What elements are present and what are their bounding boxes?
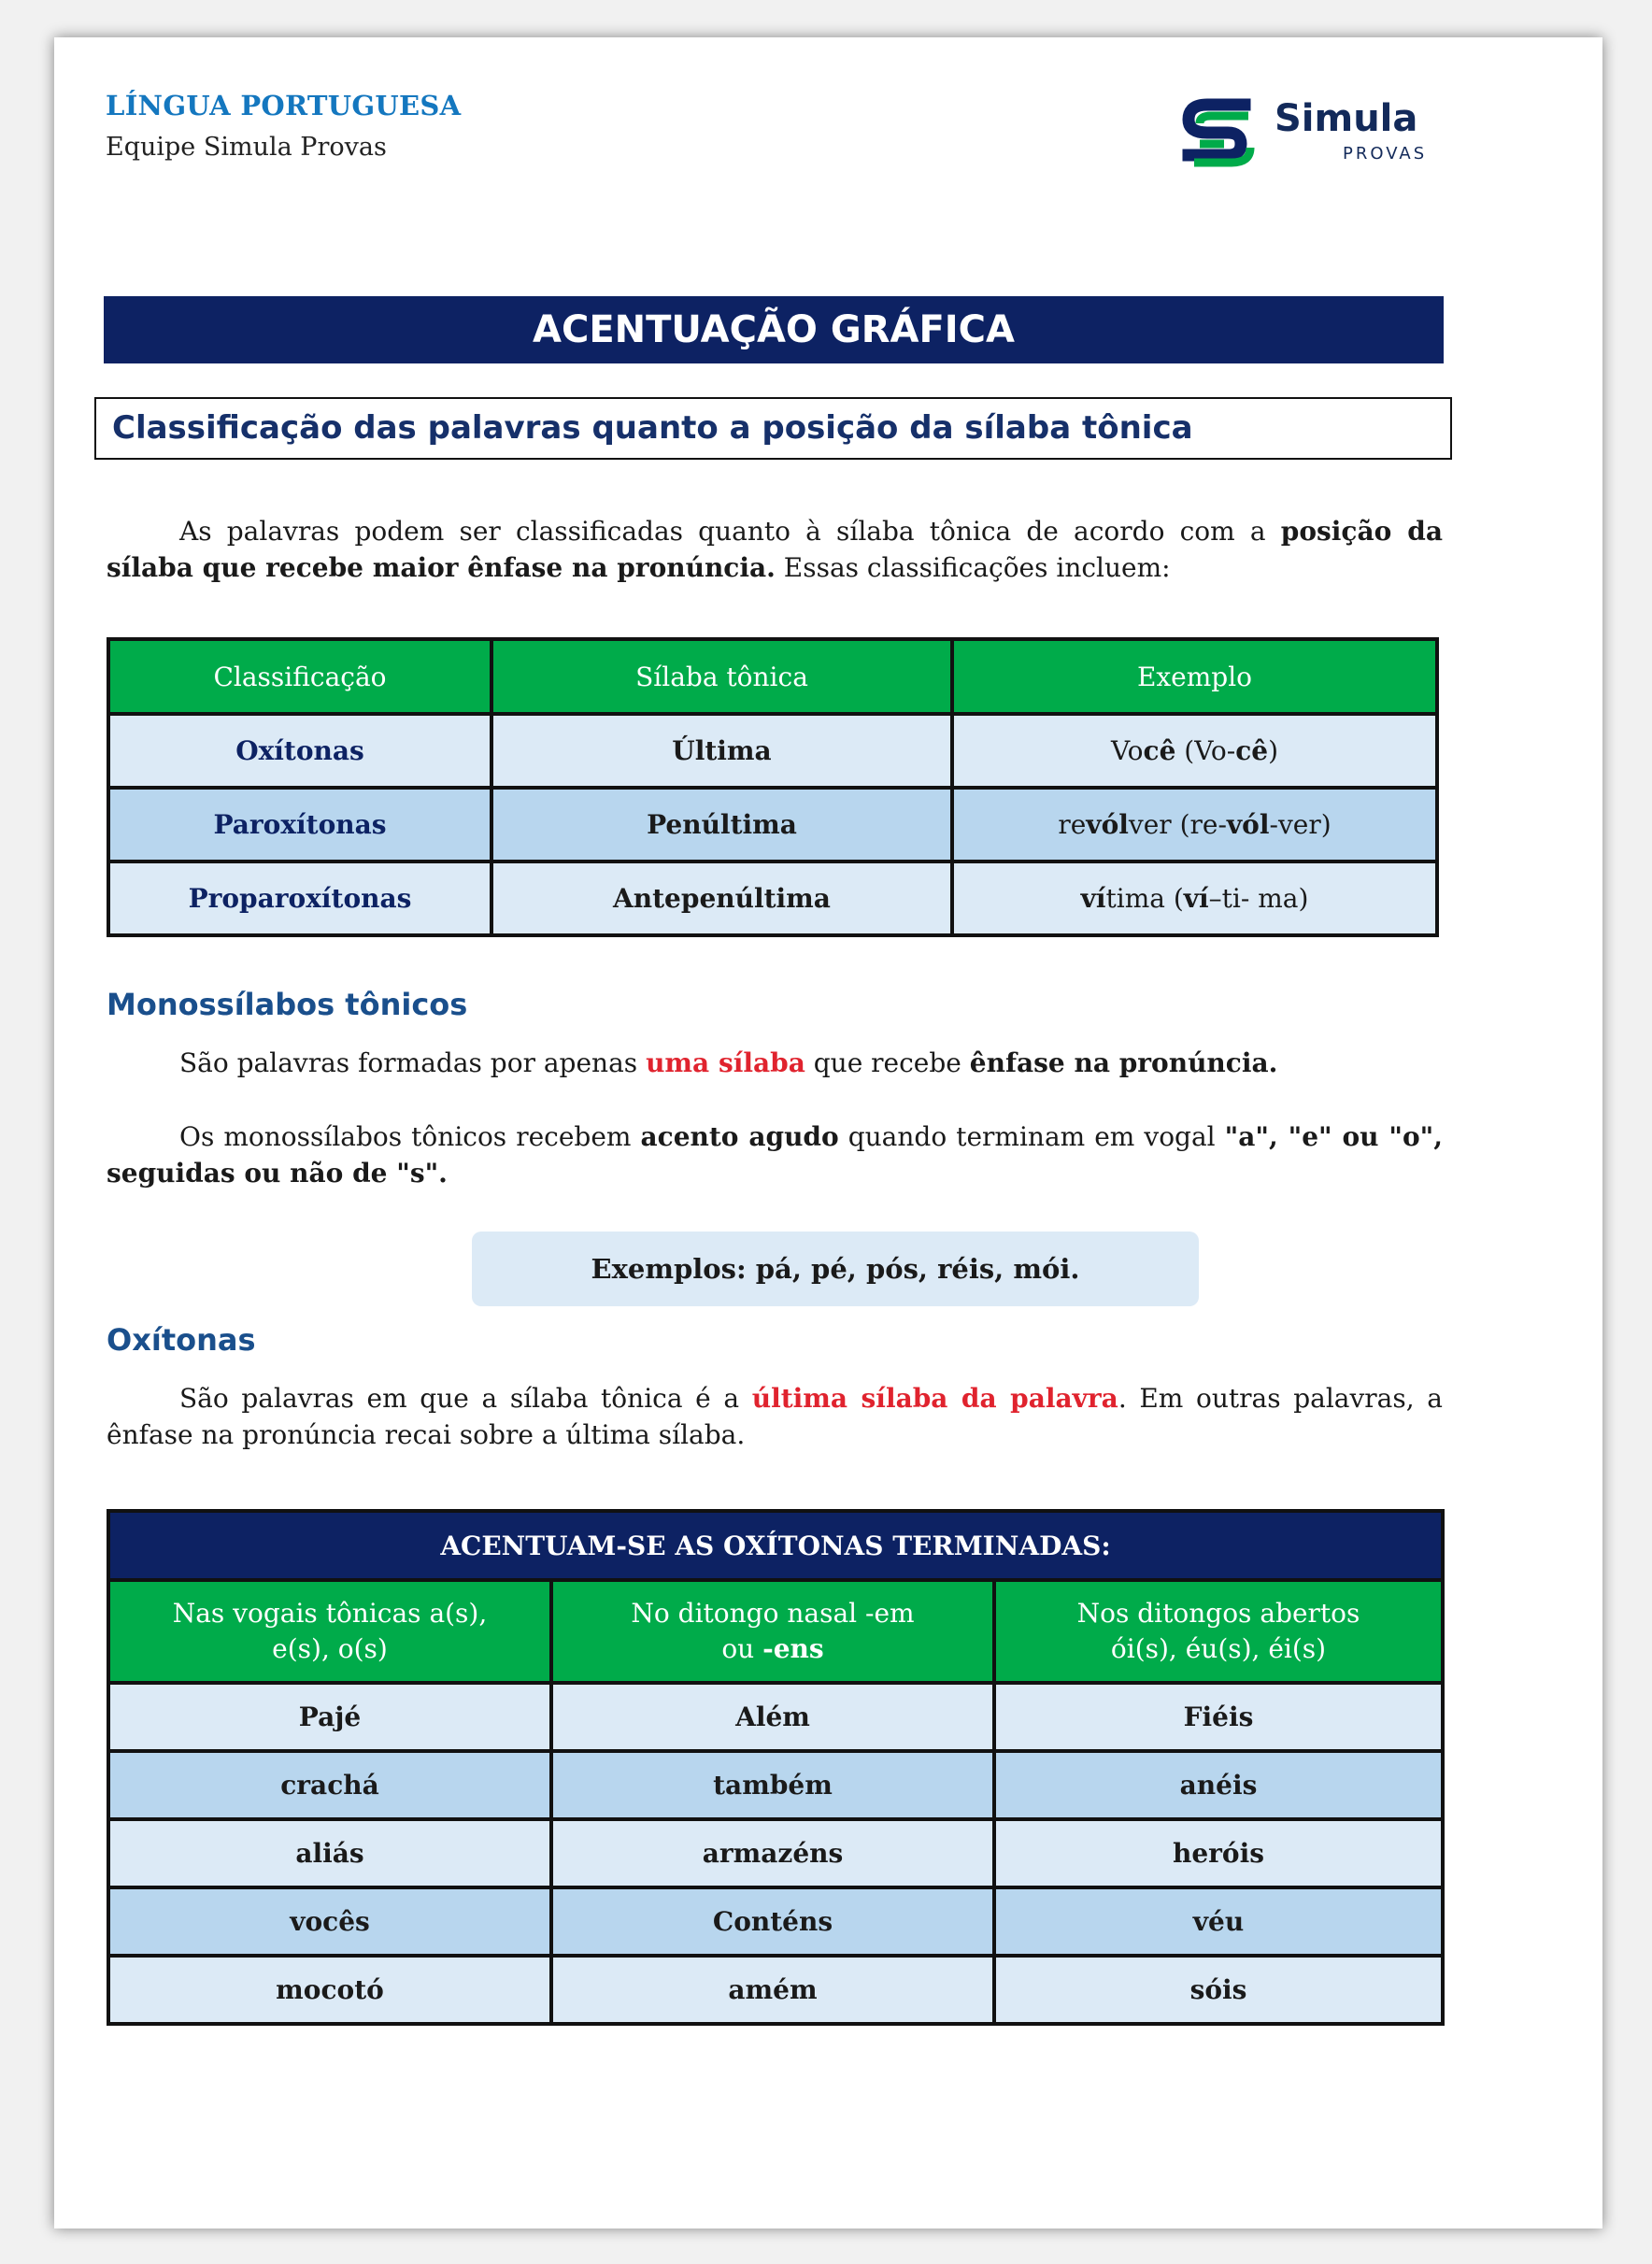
- examples-box: Exemplos: pá, pé, pós, réis, mói.: [472, 1232, 1199, 1306]
- oxitonas-heading: Oxítonas: [107, 1322, 256, 1358]
- mono-heading: Monossílabos tônicos: [107, 987, 468, 1022]
- subject-label: LÍNGUA PORTUGUESA: [106, 90, 462, 121]
- logo-subtext: PROVAS: [1343, 144, 1428, 164]
- table-row: Proparoxítonas Antepenúltima vítima (ví–ti- ma): [108, 861, 1437, 935]
- mono-paragraph-2: Os monossílabos tônicos recebem acento agudo quando terminam em vogal "a", "e" ou "o", seguidas ou não de "s".: [107, 1121, 1443, 1189]
- table-row: aliás armazéns heróis: [108, 1819, 1443, 1887]
- table-header: Classificação: [108, 639, 491, 714]
- table-header: Exemplo: [952, 639, 1437, 714]
- table-row: crachá também anéis: [108, 1751, 1443, 1819]
- table-row: mocotó amém sóis: [108, 1956, 1443, 2024]
- table-row: vocês Conténs véu: [108, 1887, 1443, 1956]
- table-header: Nas vogais tônicas a(s), e(s), o(s): [108, 1580, 551, 1683]
- table-title: ACENTUAM-SE AS OXÍTONAS TERMINADAS:: [108, 1511, 1443, 1580]
- oxitonas-paragraph: São palavras em que a sílaba tônica é a última sílaba da palavra. Em outras palavras, a ênfase na pronúncia recai sobre a última sílaba.: [107, 1383, 1443, 1450]
- team-label: Equipe Simula Provas: [106, 133, 387, 162]
- mono-paragraph-1: São palavras formadas por apenas uma sílaba que recebe ênfase na pronúncia.: [179, 1047, 1278, 1078]
- table-header: Nos ditongos abertos ói(s), éu(s), éi(s): [994, 1580, 1443, 1683]
- table-row: Oxítonas Última Você (Vo-cê): [108, 714, 1437, 788]
- classification-table: [107, 637, 1439, 937]
- table-row: Paroxítonas Penúltima revólver (re-vól-ver): [108, 788, 1437, 861]
- table-header: No ditongo nasal -em ou -ens: [551, 1580, 994, 1683]
- section-heading: Classificação das palavras quanto a posição da sílaba tônica: [94, 397, 1452, 460]
- page-title: ACENTUAÇÃO GRÁFICA: [104, 296, 1444, 363]
- table-header: Sílaba tônica: [491, 639, 952, 714]
- oxitonas-table: [107, 1509, 1445, 2026]
- intro-paragraph: As palavras podem ser classificadas quanto à sílaba tônica de acordo com a posição da sílaba que recebe maior ênfase na pronúncia. Essas classificações incluem:: [107, 516, 1443, 583]
- table-row: Pajé Além Fiéis: [108, 1683, 1443, 1751]
- logo-text: Simula: [1275, 97, 1418, 140]
